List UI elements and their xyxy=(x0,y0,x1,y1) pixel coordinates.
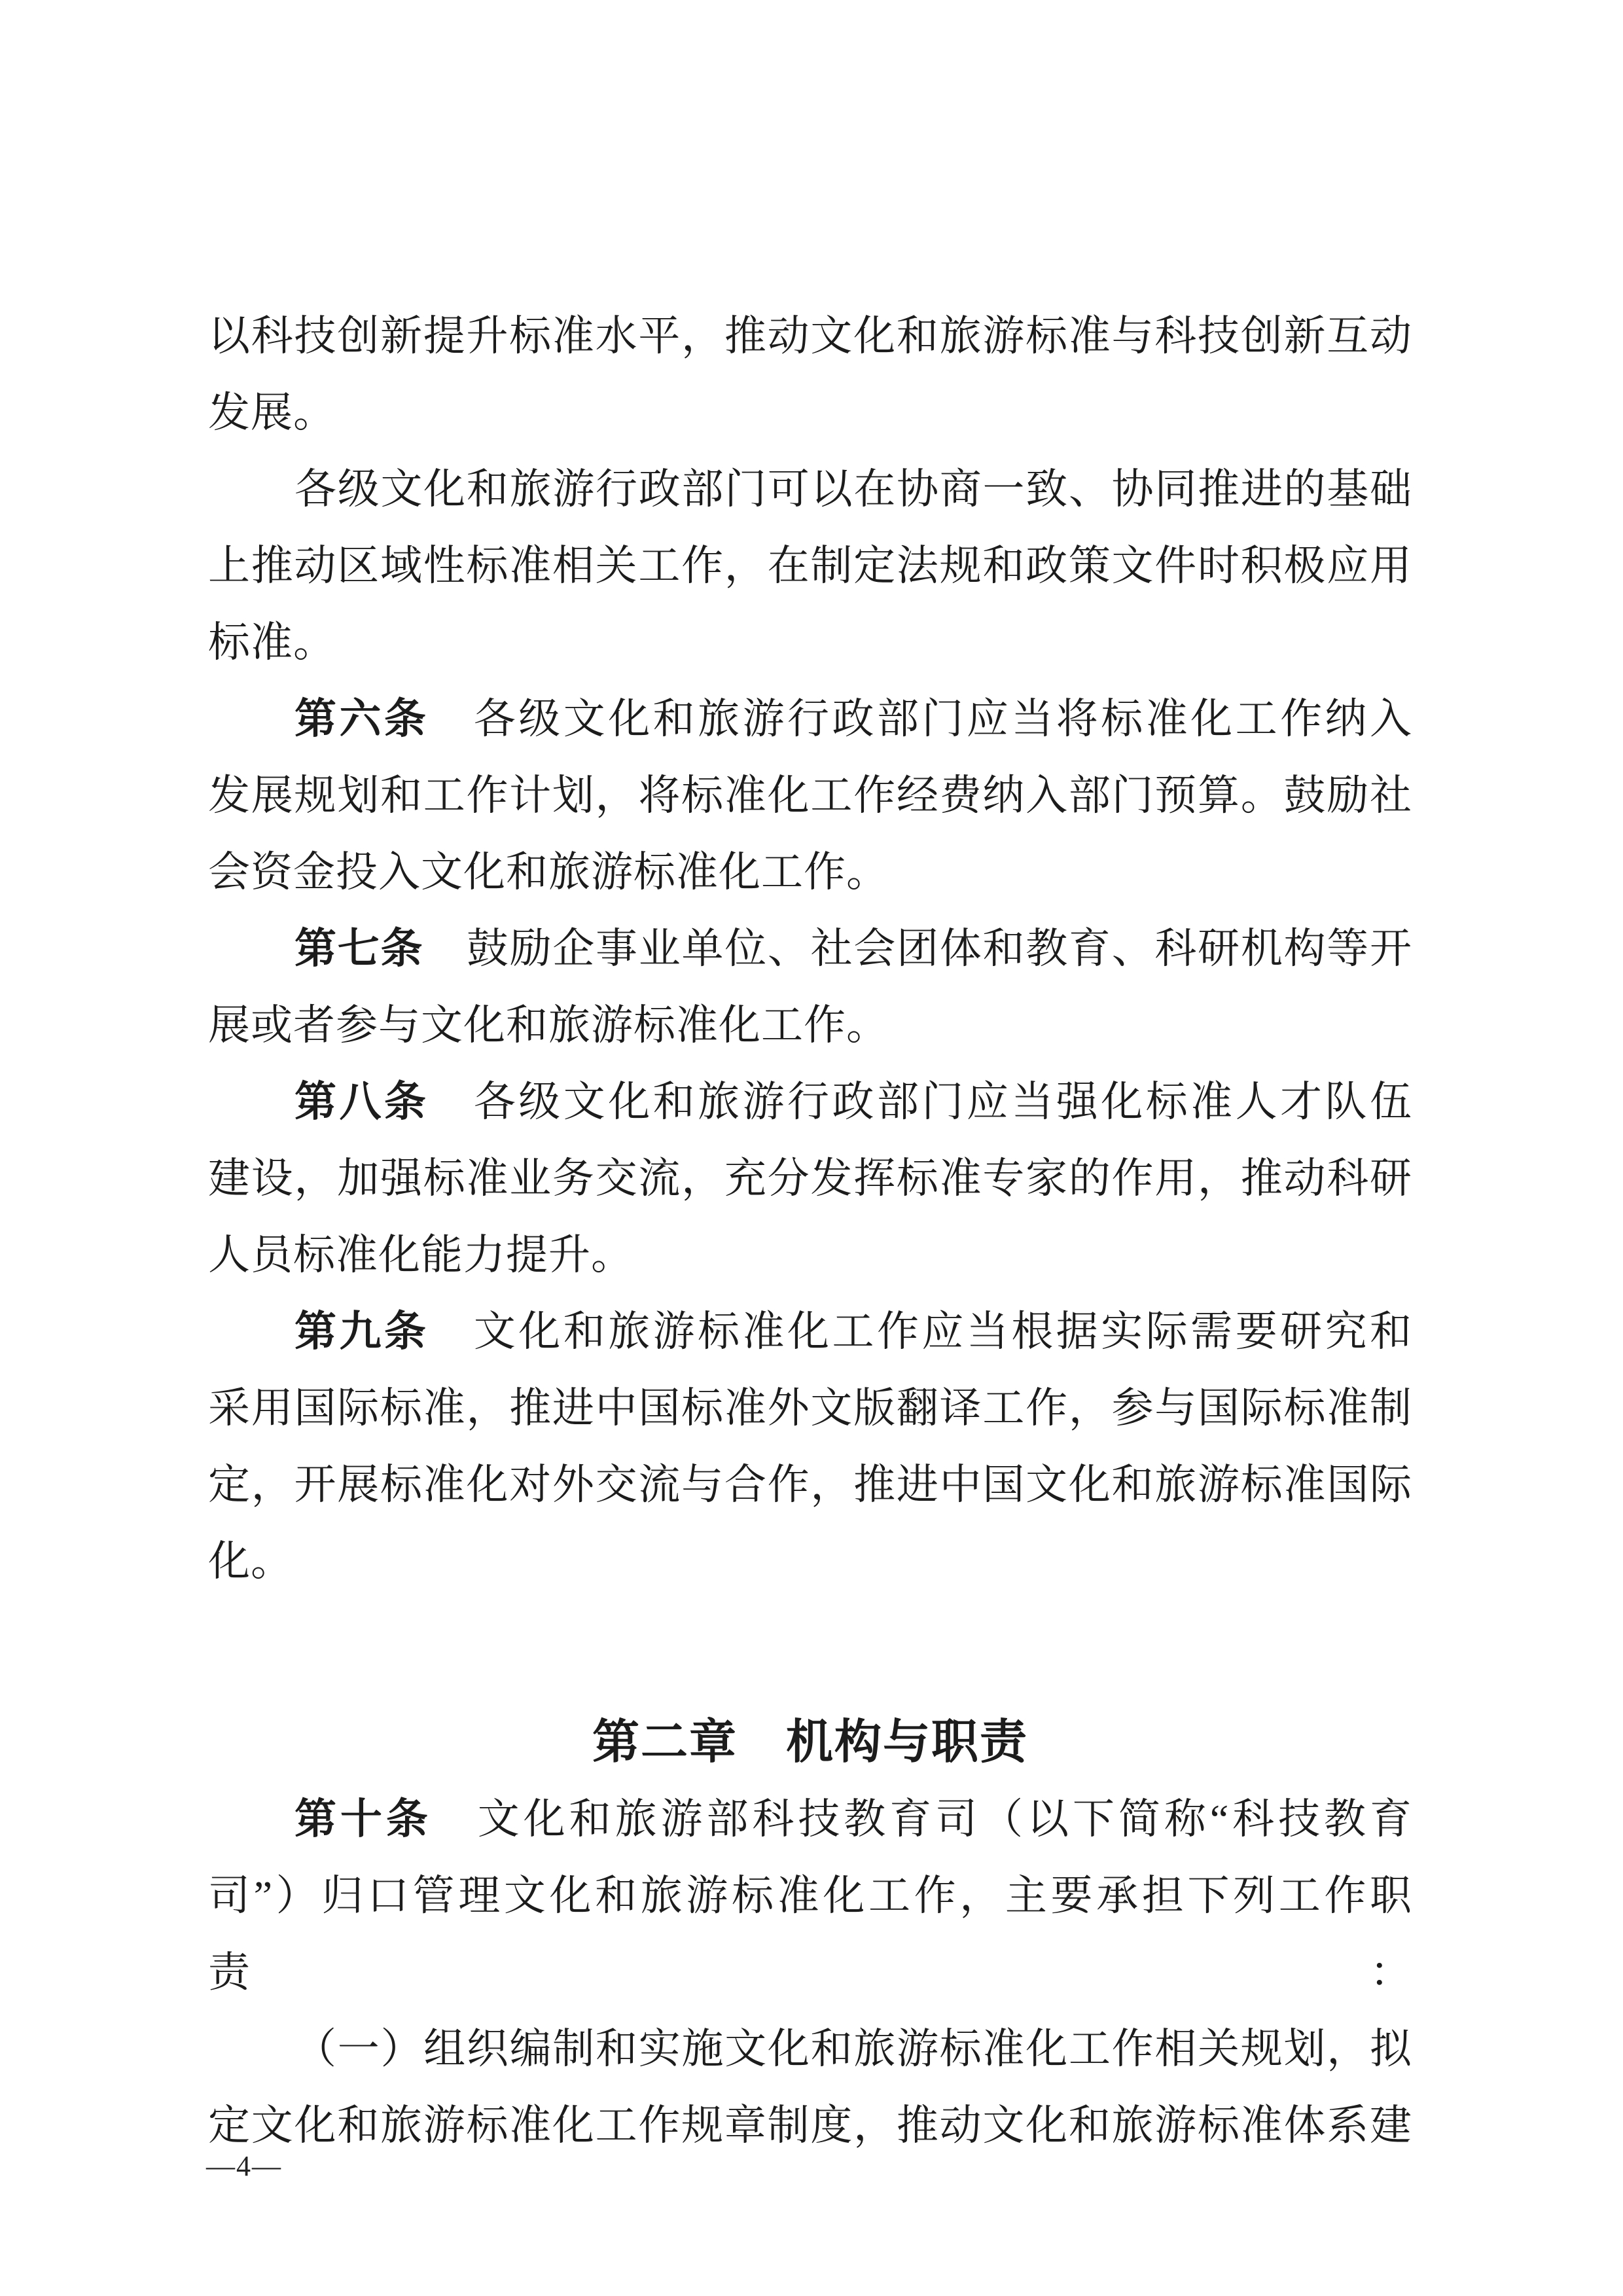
text-line xyxy=(208,1370,1412,1446)
text-line xyxy=(208,1523,1412,1600)
text-line xyxy=(208,1857,1412,2011)
chapter-heading xyxy=(208,1704,1412,1781)
text-line xyxy=(208,528,1412,604)
line-text: 定，开展标准化对外交流与合作，推进中国文化和旅游标准国际 xyxy=(208,1462,1412,1508)
text-line xyxy=(208,987,1412,1064)
line-text: 鼓励企事业单位、社会团体和教育、科研机构等开 xyxy=(423,925,1413,972)
line-text: 发展。 xyxy=(208,389,336,436)
article-number: 第十条 xyxy=(294,1795,432,1842)
line-text: 各级文化和旅游行政部门可以在协商一致、协同推进的基础 xyxy=(294,466,1412,512)
text-line xyxy=(208,910,1412,987)
text-line xyxy=(208,681,1412,757)
line-text: 建设，加强标准业务交流，充分发挥标准专家的作用，推动科研 xyxy=(208,1155,1412,1202)
line-text: 各级文化和旅游行政部门应当将标准化工作纳入 xyxy=(429,696,1412,742)
text-line xyxy=(208,834,1412,910)
text-line xyxy=(208,1064,1412,1140)
chapter-heading-text: 第二章 机构与职责 xyxy=(592,1716,1028,1768)
line-text: （一）组织编制和实施文化和旅游标准化工作相关规划，拟 xyxy=(294,2026,1412,2072)
text-line xyxy=(208,374,1412,451)
text-line xyxy=(208,2087,1412,2164)
line-text: 文化和旅游标准化工作应当根据实际需要研究和 xyxy=(429,1308,1412,1355)
page-number: —4— xyxy=(206,2150,282,2182)
text-line xyxy=(208,1293,1412,1370)
text-line xyxy=(208,1781,1412,1857)
line-text: 文化和旅游部科技教育司（以下简称“科技教育 xyxy=(431,1796,1413,1842)
text-line xyxy=(208,2011,1412,2087)
line-text: 采用国际标准，推进中国标准外文版翻译工作，参与国际标准制 xyxy=(208,1385,1412,1431)
article-number: 第九条 xyxy=(294,1308,429,1355)
text-line xyxy=(208,604,1412,681)
line-text: 上推动区域性标准相关工作，在制定法规和政策文件时积极应用 xyxy=(208,543,1412,589)
line-text: 标准。 xyxy=(208,619,336,666)
text-line xyxy=(208,451,1412,528)
line-text: 展或者参与文化和旅游标准化工作。 xyxy=(208,1002,889,1049)
article-number: 第六条 xyxy=(294,695,429,742)
text-line xyxy=(208,757,1412,834)
line-text: 司”）归口管理文化和旅游标准化工作，主要承担下列工作职责： xyxy=(208,1873,1412,1996)
text-line xyxy=(208,298,1412,374)
line-text: 化。 xyxy=(208,1538,293,1585)
text-line xyxy=(208,1140,1412,1217)
line-text: 各级文化和旅游行政部门应当强化标准人才队伍 xyxy=(429,1079,1412,1125)
line-text: 以科技创新提升标准水平，推动文化和旅游标准与科技创新互动 xyxy=(208,313,1412,359)
text-line xyxy=(208,1446,1412,1523)
line-text: 人员标准化能力提升。 xyxy=(208,1232,633,1278)
document-body xyxy=(208,298,1412,2164)
article-number: 第七条 xyxy=(294,925,424,972)
article-number: 第八条 xyxy=(294,1078,429,1125)
text-line xyxy=(208,1217,1412,1293)
line-text: 定文化和旅游标准化工作规章制度，推动文化和旅游标准体系建 xyxy=(208,2102,1412,2149)
line-text: 会资金投入文化和旅游标准化工作。 xyxy=(208,849,889,895)
line-text: 发展规划和工作计划，将标准化工作经费纳入部门预算。鼓励社 xyxy=(208,772,1412,819)
